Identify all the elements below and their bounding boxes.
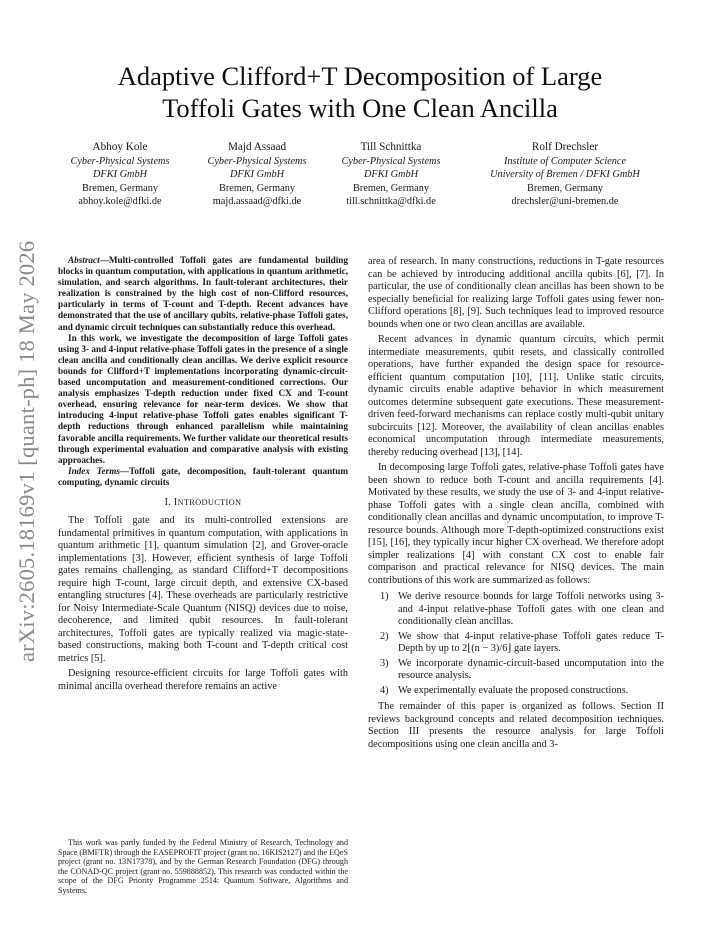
author-affiliation: Institute of Computer Science (503, 156, 627, 168)
arxiv-identifier: arXiv:2605.18169v1 [quant-ph] 18 May 2026 (14, 240, 39, 662)
author-2 (190, 141, 324, 208)
list-item (368, 658, 664, 683)
author-location: Bremen, Germany (81, 182, 159, 194)
index-terms (58, 466, 348, 488)
author-affiliation: Cyber-Physical Systems (341, 156, 441, 168)
footnote-text: This work was partly funded by the Federal Ministry of Research, Technology and Space (BMFTR) through the EASEPROFIT project (grant no. 16KIS2127) and the EQeS project (grant no. 13N17378), and by the German Research Foundation (DFG) through the CONAD-QC project (grant no. 559888852). This research was conducted within the scope of the DFG Priority Programme 2514: Quantum Software, Algorithms and Systems. (58, 838, 348, 895)
item-number: 3) (380, 657, 389, 669)
item-number: 4) (380, 684, 389, 696)
item-text: We show that 4-input relative-phase Toffoli gates reduce T-Depth by up to 2⌊(n − 3)/6⌋ gate layers. (398, 630, 664, 654)
author-location: Bremen, Germany (526, 182, 604, 194)
author-3 (324, 141, 458, 208)
left-column (58, 255, 348, 693)
author-organization: DFKI GmbH (229, 169, 285, 181)
author-location: Bremen, Germany (352, 182, 430, 194)
item-text: We derive resource bounds for large Toffoli networks using 3- and 4-input relative-phase Toffoli gates with one clean and conditionally clean ancillas. (398, 591, 664, 627)
author-organization: DFKI GmbH (92, 169, 148, 181)
author-affiliation: Cyber-Physical Systems (207, 156, 307, 168)
author-1 (50, 141, 190, 208)
author-name: Majd Assaad (227, 141, 287, 153)
funding-footnote (58, 838, 348, 896)
author-email: till.schnittka@dfki.de (346, 195, 436, 207)
author-organization: DFKI GmbH (363, 169, 419, 181)
intro-paragraph-1: The Toffoli gate and its multi-controlled extensions are fundamental primitives in quantum computation, with applications in quantum arithmetic [1], quantum simulation [2], and Grover-oracle implementations [3]. However, efficient synthesis of large Toffoli gates remains challenging, as standard Clifford+T decompositions require high T-count, large circuit depth, and extensive CX-based entangling structures [4]. These overheads are particularly restrictive for Noisy Intermediate-Scale Quantum (NISQ) devices due to noise, decoherence, and limited qubit resources. In fault-tolerant architectures, Toffoli gates are typically realized via magic-state-based constructions, making both T-count and T-depth critical cost metrics [5]. (58, 515, 348, 664)
item-number: 2) (380, 630, 389, 642)
index-terms-label: Index Terms (68, 465, 120, 476)
author-email: drechsler@uni-bremen.de (511, 195, 619, 207)
right-paragraph-4: The remainder of this paper is organized as follows. Section II reviews background concepts and related decomposition techniques. Section III presents the resource analysis for large Toffoli decompositions using one clean ancilla and 3- (368, 701, 664, 750)
abstract-label: Abstract (68, 255, 100, 265)
abstract (58, 255, 348, 466)
list-item (368, 631, 664, 656)
section-title: NTRODUCTION (177, 497, 242, 507)
author-email: abhoy.kole@dfki.de (78, 195, 162, 207)
right-paragraph-1: area of research. In many constructions, reductions in T-gate resources can be achieved by introducing additional ancilla qubits [6], [7]. In particular, the use of conditionally clean ancillas has been shown to be especially beneficial for realizing large Toffoli gates using fewer non-Clifford operations [8], [9]. Such techniques lead to improved resource bounds when one or two clean ancillas are available. (368, 256, 664, 330)
paper-title (60, 60, 660, 124)
section-number: I. I (164, 496, 178, 508)
right-column (368, 256, 664, 751)
item-number: 1) (380, 591, 389, 602)
author-email: majd.assaad@dfki.de (212, 195, 302, 207)
author-location: Bremen, Germany (218, 182, 296, 194)
author-organization: University of Bremen / DFKI GmbH (490, 169, 640, 181)
contributions-list (368, 591, 664, 697)
right-paragraph-2: Recent advances in dynamic quantum circuits, which permit intermediate measurements, qubit resets, and classically controlled operations, have further expanded the design space for resource-efficient quantum computation [10], [11]. Unlike static circuits, dynamic circuits enable adaptive behavior in which measurement outcomes determine subsequent gate executions. These measurement-driven feed-forward mechanisms can replace costly multi-qubit unitary subcircuits [12]. Moreover, the availability of clean ancillas enables economical uncomputation through intermediate measurements, thereby reducing overhead [13], [14]. (368, 334, 664, 458)
author-4 (458, 141, 672, 208)
author-block (50, 141, 672, 208)
item-text: We experimentally evaluate the proposed constructions. (398, 684, 629, 696)
list-item (368, 591, 664, 629)
author-name: Till Schnittka (360, 141, 422, 153)
intro-paragraph-2: Designing resource-efficient circuits for large Toffoli gates with minimal ancilla overhead therefore remains an active (58, 668, 348, 692)
list-item (368, 685, 664, 698)
author-affiliation: Cyber-Physical Systems (70, 156, 170, 168)
section-heading-introduction (58, 497, 348, 510)
title-line-2: Toffoli Gates with One Clean Ancilla (162, 93, 558, 123)
author-name: Abhoy Kole (92, 141, 148, 153)
abstract-paragraph-2: In this work, we investigate the decomposition of large Toffoli gates using 3- and 4-input relative-phase Toffoli gates in the presence of a single clean ancilla and conditionally clean ancillas. We derive explicit resource bounds for Clifford+T implementations incorporating dynamic-circuit-based uncomputation and measurement-conditioned corrections. Our analysis emphasizes T-depth reduction under fixed CX and T-count overhead, ensuring relevance for near-term devices. We show that introducing 4-input relative-phase Toffoli gates enables significant T-depth reductions through enhanced parallelism while maintaining favorable ancilla requirements. We further validate our theoretical results through experimental evaluation and comparative analysis with existing approaches. (58, 332, 348, 465)
abstract-text-1: —Multi-controlled Toffoli gates are fundamental building blocks in quantum computation, with applications in quantum arithmetic, simulation, and search algorithms. In fault-tolerant architectures, their realization is constrained by the high cost of non-Clifford resources, particularly in terms of T-count and T-depth. Recent advances have demonstrated that the use of ancillary qubits, relative-phase Toffoli gates, and dynamic circuit techniques can substantially reduce this overhead. (58, 255, 348, 332)
index-terms-text: —Toffoli gate, decomposition, fault-tolerant quantum computing, dynamic circuits (58, 465, 348, 487)
right-paragraph-3: In decomposing large Toffoli gates, relative-phase Toffoli gates have been shown to reduce both T-count and ancilla requirements [4]. Motivated by these results, we study the use of 3- and 4-input relative-phase Toffoli gates with a single clean ancilla, combined with conditionally clean ancillas and dynamic uncomputation, to improve T-resource bounds. Although more T-depth-optimized constructions exist [15], [16], they typically incur higher CX overhead. We therefore adopt simpler realizations [4] with constant CX cost to enable fair comparison and practical relevance for NISQ devices. The main contributions of this work are summarized as follows: (368, 462, 664, 586)
item-text: We incorporate dynamic-circuit-based uncomputation into the resource analysis. (398, 657, 664, 681)
author-name: Rolf Drechsler (531, 141, 599, 153)
title-line-1: Adaptive Clifford+T Decomposition of Large (117, 61, 603, 91)
abstract-paragraph-1 (58, 255, 348, 333)
